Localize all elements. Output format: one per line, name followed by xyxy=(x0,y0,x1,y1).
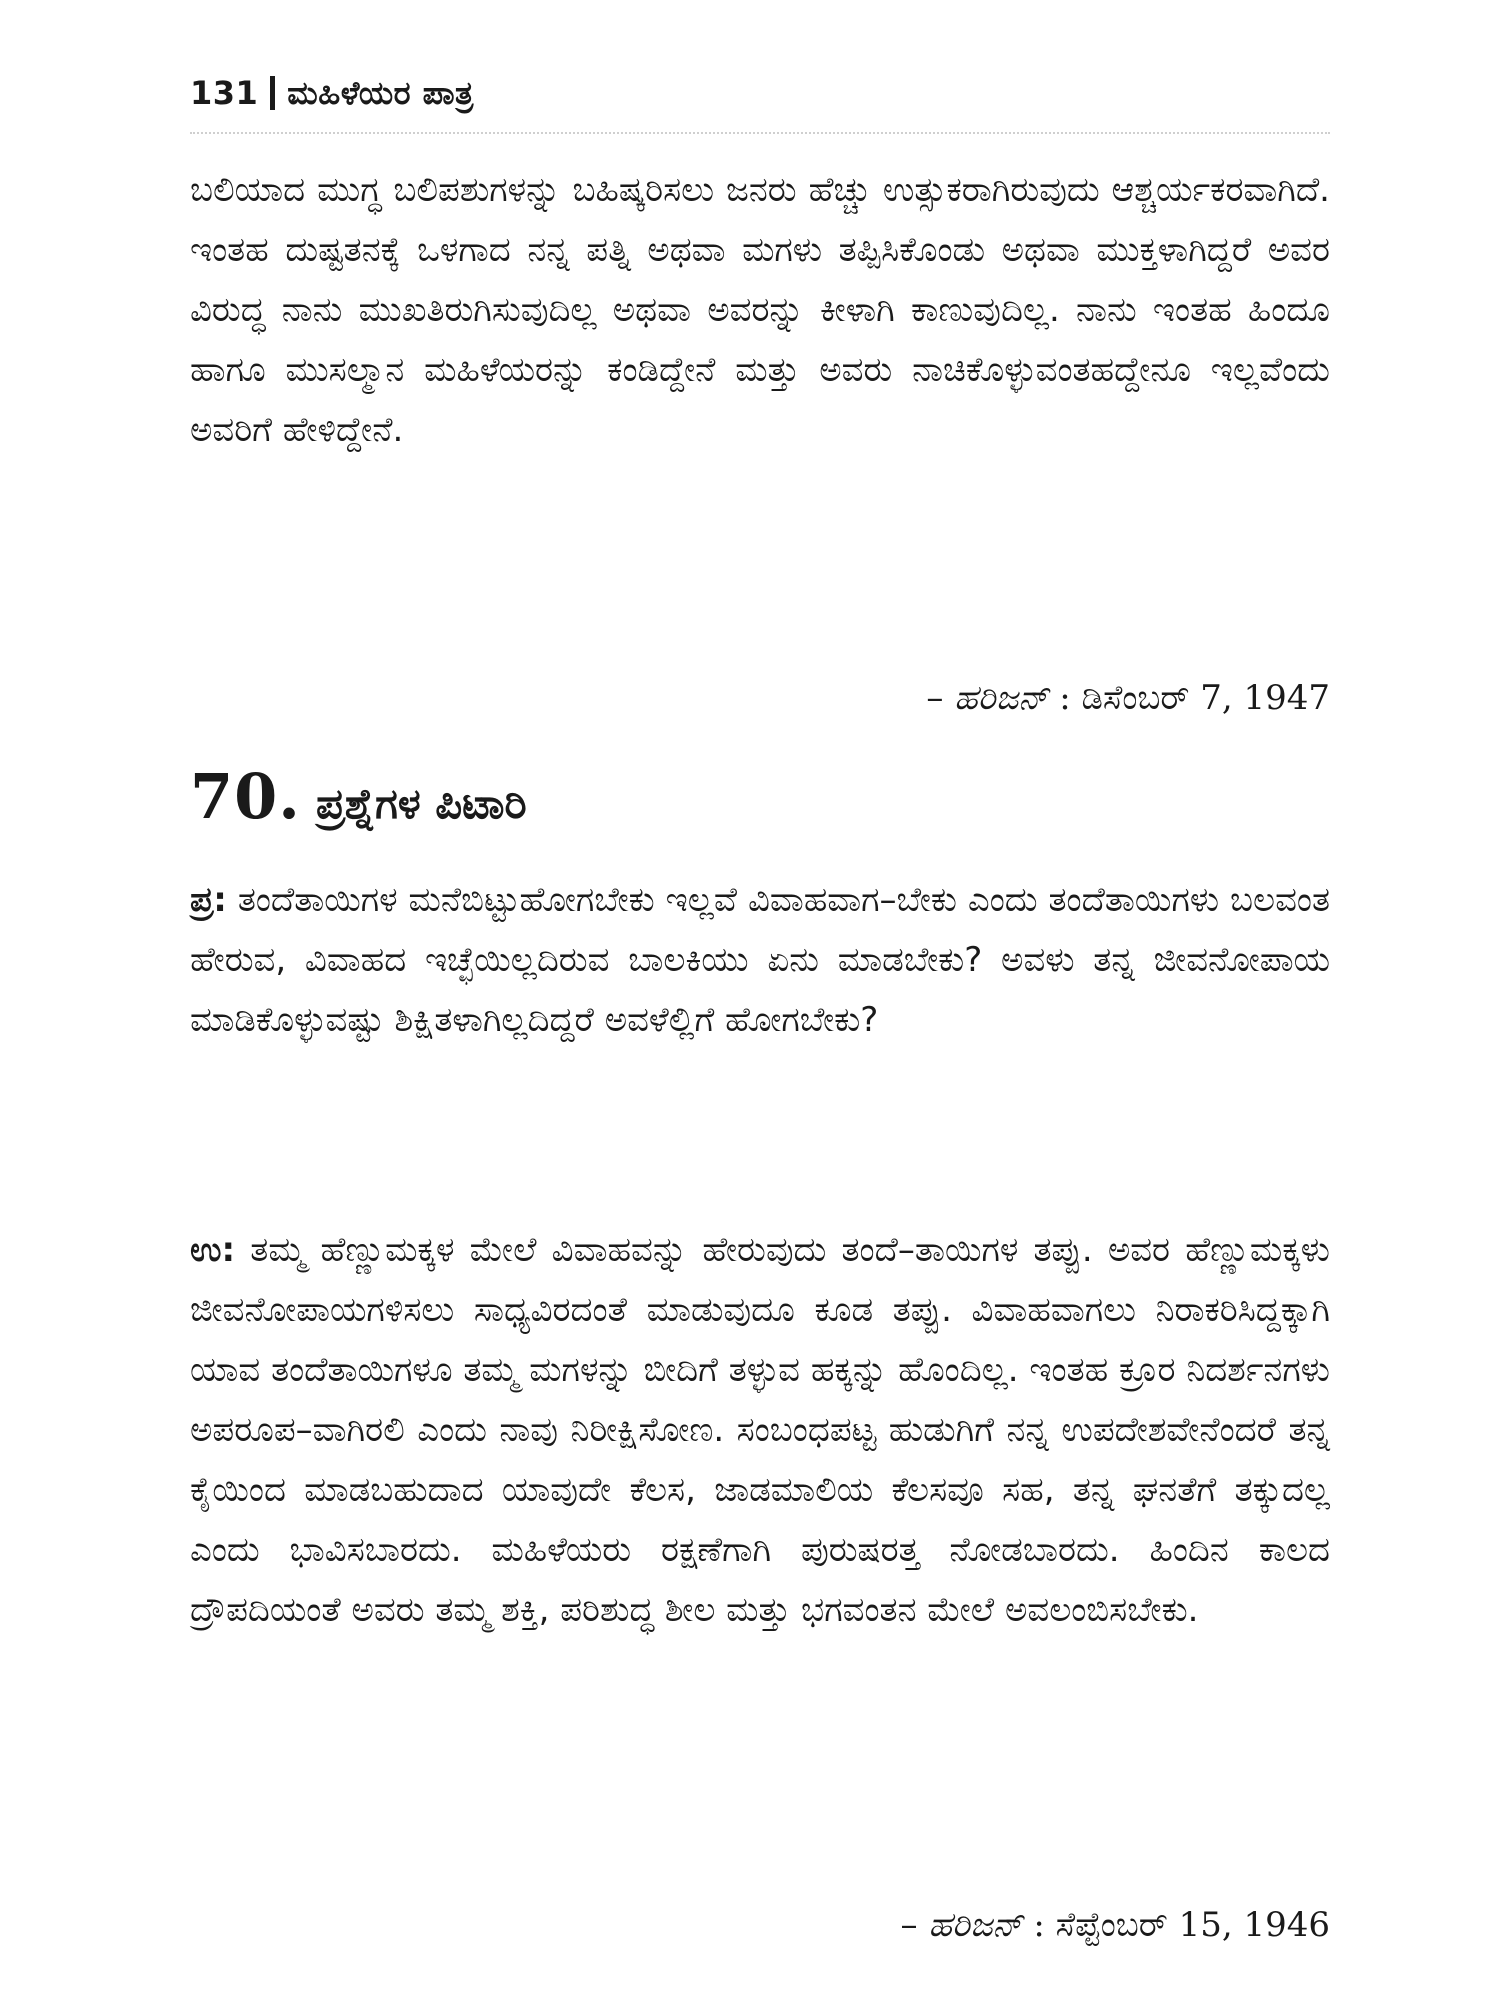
source-dash: – xyxy=(926,678,944,718)
question-text: ತಂದೆತಾಯಿಗಳ ಮನೆಬಿಟ್ಟುಹೋಗಬೇಕು ಇಲ್ಲವೆ ವಿವಾಹವಾಗ–ಬೇಕು ಎಂದು ತಂದೆತಾಯಿಗಳು ಬಲವಂತ ಹೇರುವ, ವಿವಾಹದ ಇಚ್ಛೆಯಿಲ್ಲದಿರುವ ಬಾಲಕಿಯು ಏನು ಮಾಡಬೇಕು? ಅವಳು ತನ್ನ ಜೀವನೋಪಾಯ ಮಾಡಿಕೊಳ್ಳುವಷ್ಟು ಶಿಕ್ಷಿತಳಾಗಿಲ್ಲದಿದ್ದರೆ ಅವಳೆಲ್ಲಿಗೆ ಹೋಗಬೇಕು? xyxy=(190,880,1330,1040)
running-head xyxy=(190,74,474,113)
answer-text: ತಮ್ಮ ಹೆಣ್ಣುಮಕ್ಕಳ ಮೇಲೆ ವಿವಾಹವನ್ನು ಹೇರುವುದು ತಂದೆ–ತಾಯಿಗಳ ತಪ್ಪು. ಅವರ ಹೆಣ್ಣುಮಕ್ಕಳು ಜೀವನೋಪಾಯಗಳಿಸಲು ಸಾಧ್ಯವಿರದಂತೆ ಮಾಡುವುದೂ ಕೂಡ ತಪ್ಪು. ವಿವಾಹವಾಗಲು ನಿರಾಕರಿಸಿದ್ದಕ್ಕಾಗಿ ಯಾವ ತಂದೆತಾಯಿಗಳೂ ತಮ್ಮ ಮಗಳನ್ನು ಬೀದಿಗೆ ತಳ್ಳುವ ಹಕ್ಕನ್ನು ಹೊಂದಿಲ್ಲ. ಇಂತಹ ಕ್ರೂರ ನಿದರ್ಶನಗಳು ಅಪರೂಪ–ವಾಗಿರಲಿ ಎಂದು ನಾವು ನಿರೀಕ್ಷಿಸೋಣ. ಸಂಬಂಧಪಟ್ಟ ಹುಡುಗಿಗೆ ನನ್ನ ಉಪದೇಶವೇನೆಂದರೆ ತನ್ನ ಕೈಯಿಂದ ಮಾಡಬಹುದಾದ ಯಾವುದೇ ಕೆಲಸ, ಜಾಡಮಾಲಿಯ ಕೆಲಸವೂ ಸಹ, ತನ್ನ ಘನತೆಗೆ ತಕ್ಕುದಲ್ಲ ಎಂದು ಭಾವಿಸಬಾರದು. ಮಹಿಳೆಯರು ರಕ್ಷಣೆಗಾಗಿ ಪುರುಷರತ್ತ ನೋಡಬಾರದು. ಹಿಂದಿನ ಕಾಲದ ದ್ರೌಪದಿಯಂತೆ ಅವರು ತಮ್ಮ ಶಕ್ತಿ, ಪರಿಶುದ್ಧ ಶೀಲ ಮತ್ತು ಭಗವಂತನ ಮೇಲೆ ಅವಲಂಬಿಸಬೇಕು. xyxy=(190,1230,1330,1630)
page-number: 131 xyxy=(190,74,259,112)
answer-marker: ಉ: xyxy=(190,1230,236,1270)
header-divider xyxy=(190,132,1330,134)
question-marker: ಪ್ರ: xyxy=(190,880,227,920)
source-dash: – xyxy=(900,1905,918,1945)
book-title: ಮಹಿಳೆಯರ ಪಾತ್ರ xyxy=(287,74,474,112)
source-date: : ಸೆಪ್ಟೆಂಬರ್ 15, 1946 xyxy=(1033,1905,1330,1945)
previous-article-source xyxy=(926,678,1330,718)
previous-article-paragraph: ಬಲಿಯಾದ ಮುಗ್ಧ ಬಲಿಪಶುಗಳನ್ನು ಬಹಿಷ್ಕರಿಸಲು ಜನರು ಹೆಚ್ಚು ಉತ್ಸುಕರಾಗಿರುವುದು ಆಶ್ಚರ್ಯಕರವಾಗಿದೆ. ಇಂತಹ ದುಷ್ಟತನಕ್ಕೆ ಒಳಗಾದ ನನ್ನ ಪತ್ನಿ ಅಥವಾ ಮಗಳು ತಪ್ಪಿಸಿಕೊಂಡು ಅಥವಾ ಮುಕ್ತಳಾಗಿದ್ದರೆ ಅವರ ವಿರುದ್ಧ ನಾನು ಮುಖತಿರುಗಿಸುವುದಿಲ್ಲ ಅಥವಾ ಅವರನ್ನು ಕೀಳಾಗಿ ಕಾಣುವುದಿಲ್ಲ. ನಾನು ಇಂತಹ ಹಿಂದೂ ಹಾಗೂ ಮುಸಲ್ಮಾನ ಮಹಿಳೆಯರನ್ನು ಕಂಡಿದ್ದೇನೆ ಮತ್ತು ಅವರು ನಾಚಿಕೊಳ್ಳುವಂತಹದ್ದೇನೂ ಇಲ್ಲವೆಂದು ಅವರಿಗೆ ಹೇಳಿದ್ದೇನೆ. xyxy=(190,170,1330,450)
header-separator xyxy=(270,76,275,110)
chapter-title: ಪ್ರಶ್ನೆಗಳ ಪಿಟಾರಿ xyxy=(315,779,527,828)
source-publication: ಹರಿಜನ್ xyxy=(928,1905,1023,1945)
chapter-heading xyxy=(190,760,527,833)
source-publication: ಹರಿಜನ್ xyxy=(954,678,1049,718)
answer-paragraph xyxy=(190,1220,1330,1640)
chapter-source xyxy=(901,1905,1331,1945)
chapter-number: 70. xyxy=(190,760,301,833)
source-date: : ಡಿಸೆಂಬರ್ 7, 1947 xyxy=(1059,678,1330,718)
book-page xyxy=(190,60,1330,1960)
question-paragraph xyxy=(190,870,1330,1050)
